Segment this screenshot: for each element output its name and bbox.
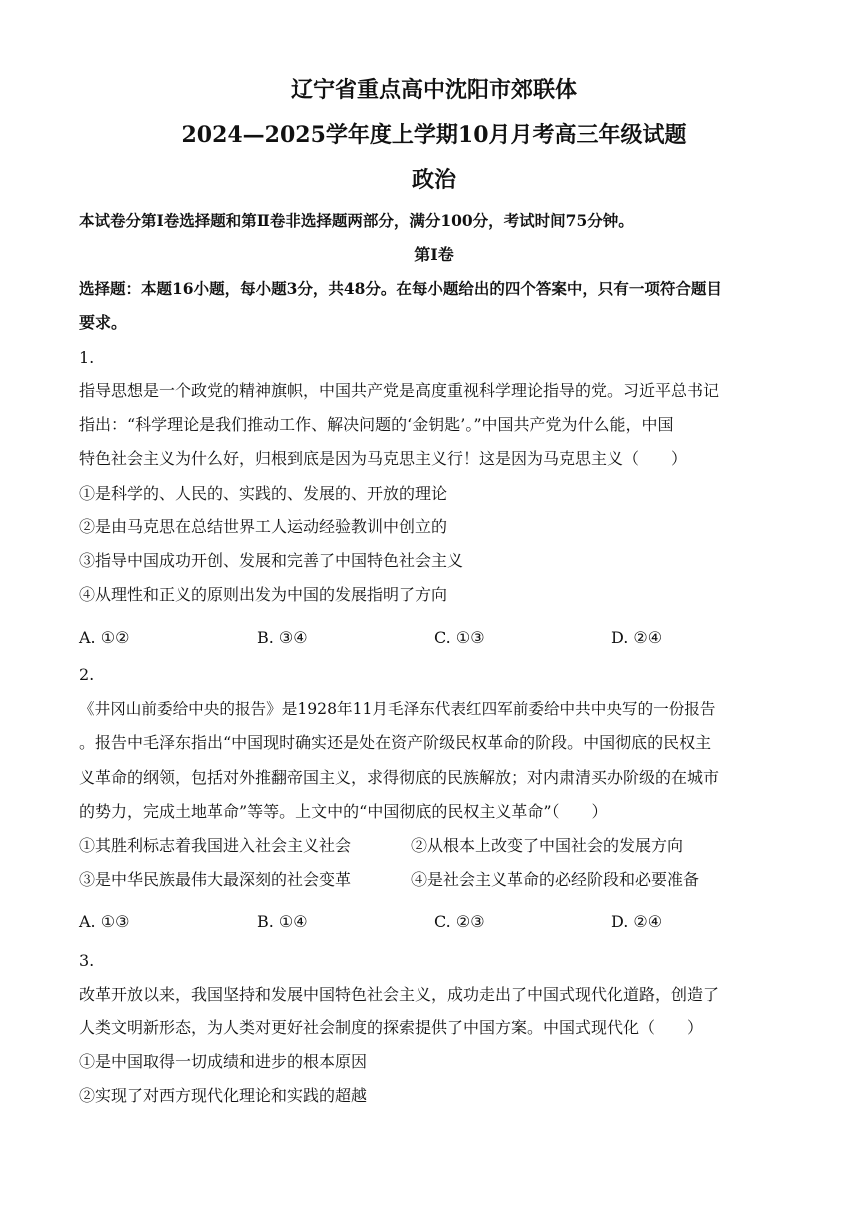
question-1-statement: ②是由马克思在总结世界工人运动经验教训中创立的 bbox=[79, 517, 448, 536]
exam-title-line2: 2024—2025学年度上学期10月月考高三年级试题 bbox=[181, 122, 687, 148]
question-1-answer-d[interactable]: D. ②④ bbox=[611, 628, 663, 647]
exam-intro: 本试卷分第Ⅰ卷选择题和第Ⅱ卷非选择题两部分，满分100分，考试时间75分钟。 bbox=[79, 211, 634, 230]
instructions-line1: 选择题：本题16小题，每小题3分，共48分。在每小题给出的四个答案中，只有一项符合题目 bbox=[79, 279, 722, 298]
question-2-statement: ④是社会主义革命的必经阶段和必要准备 bbox=[411, 870, 700, 889]
question-1-statement: ③指导中国成功开创、发展和完善了中国特色社会主义 bbox=[79, 551, 464, 570]
question-1-stem-line: 指导思想是一个政党的精神旗帜，中国共产党是高度重视科学理论指导的党。习近平总书记 bbox=[79, 381, 720, 400]
question-3-statement: ①是中国取得一切成绩和进步的根本原因 bbox=[79, 1052, 368, 1071]
instructions-line2: 要求。 bbox=[79, 313, 128, 332]
question-2-answer-d[interactable]: D. ②④ bbox=[611, 912, 663, 931]
question-2-stem-line: 《井冈山前委给中央的报告》是1928年11月毛泽东代表红四军前委给中共中央写的一份报告 bbox=[79, 700, 716, 718]
question-1-stem-line: 特色社会主义为什么好，归根到底是因为马克思主义行！这是因为马克思主义（ ） bbox=[79, 449, 688, 468]
question-2-answer-b[interactable]: B. ①④ bbox=[257, 912, 308, 931]
question-3-number: 3. bbox=[79, 951, 95, 970]
question-1-stem-line: 指出：“科学理论是我们推动工作、解决问题的‘金钥匙’。”中国共产党为什么能，中国 bbox=[79, 415, 674, 434]
question-2-answer-c[interactable]: C. ②③ bbox=[434, 912, 485, 931]
question-1-statement: ①是科学的、人民的、实践的、发展的、开放的理论 bbox=[79, 484, 448, 503]
question-1-statement: ④从理性和正义的原则出发为中国的发展指明了方向 bbox=[79, 585, 448, 604]
question-3-stem-line: 改革开放以来，我国坚持和发展中国特色社会主义，成功走出了中国式现代化道路，创造了 bbox=[79, 985, 720, 1004]
question-2-stem-line: 。报告中毛泽东指出“中国现时确实还是处在资产阶级民权革命的阶段。中国彻底的民权主 bbox=[79, 733, 712, 752]
question-1-number: 1. bbox=[79, 348, 95, 367]
question-2-stem-line: 的势力，完成土地革命”等等。上文中的“中国彻底的民权主义革命”（ ） bbox=[79, 802, 608, 821]
question-2-number: 2. bbox=[79, 665, 95, 684]
section-title: 第Ⅰ卷 bbox=[414, 245, 454, 264]
question-2-stem-line: 义革命的纲领，包括对外推翻帝国主义，求得彻底的民族解放；对内肃清买办阶级的在城市 bbox=[79, 768, 720, 787]
question-2-statement: ②从根本上改变了中国社会的发展方向 bbox=[411, 836, 684, 855]
question-2-statement: ①其胜利标志着我国进入社会主义社会 bbox=[79, 836, 352, 855]
question-3-stem-line: 人类文明新形态，为人类对更好社会制度的探索提供了中国方案。中国式现代化（ ） bbox=[79, 1018, 704, 1037]
question-1-answer-a[interactable]: A. ①② bbox=[79, 628, 130, 647]
question-2-answer-a[interactable]: A. ①③ bbox=[79, 912, 130, 931]
question-2-statement: ③是中华民族最伟大最深刻的社会变革 bbox=[79, 870, 352, 889]
question-1-answer-b[interactable]: B. ③④ bbox=[257, 628, 308, 647]
exam-title-line1: 辽宁省重点高中沈阳市郊联体 bbox=[290, 77, 577, 103]
exam-subject: 政治 bbox=[411, 167, 456, 193]
question-3-statement: ②实现了对西方现代化理论和实践的超越 bbox=[79, 1086, 368, 1105]
question-1-answer-c[interactable]: C. ①③ bbox=[434, 628, 485, 647]
